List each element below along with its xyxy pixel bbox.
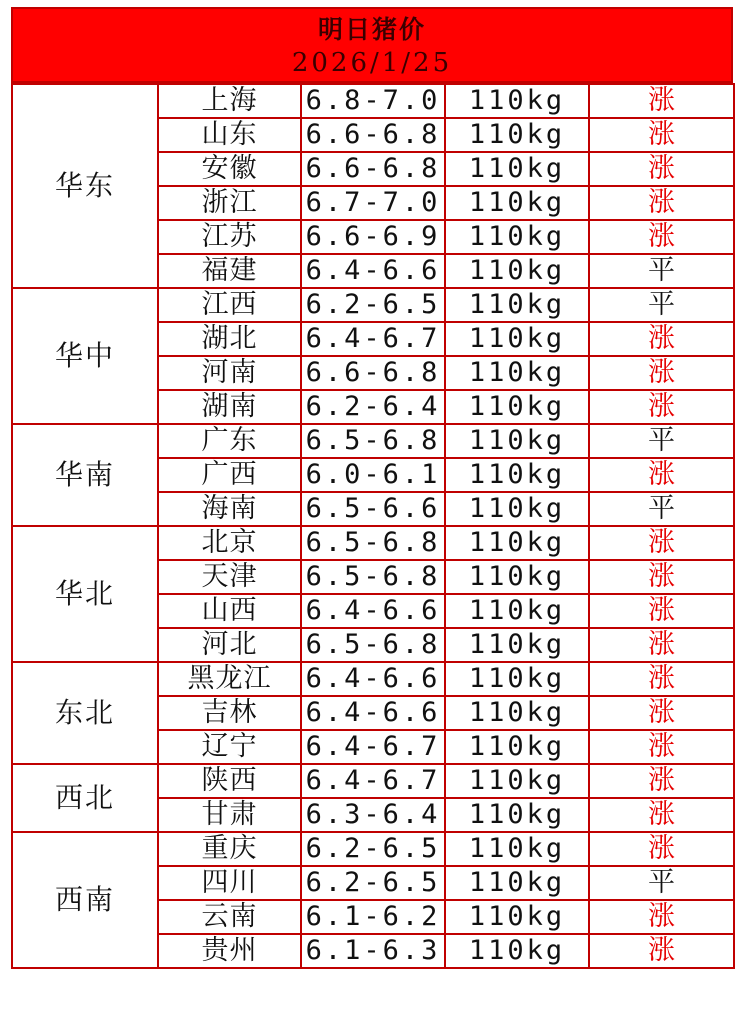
- price-cell: 6.8-7.0: [301, 84, 445, 118]
- province-cell: 江西: [158, 288, 301, 322]
- price-cell: 6.7-7.0: [301, 186, 445, 220]
- trend-cell: 涨: [589, 390, 734, 424]
- province-cell: 天津: [158, 560, 301, 594]
- price-cell: 6.6-6.8: [301, 356, 445, 390]
- table-row: [12, 424, 734, 458]
- region-cell: 西北: [12, 764, 158, 832]
- region-cell: 华中: [12, 288, 158, 424]
- weight-cell: 110kg: [445, 730, 589, 764]
- price-cell: 6.4-6.7: [301, 730, 445, 764]
- price-cell: 6.6-6.8: [301, 152, 445, 186]
- weight-cell: 110kg: [445, 492, 589, 526]
- trend-cell: 涨: [589, 934, 734, 968]
- province-cell: 云南: [158, 900, 301, 934]
- trend-cell: 涨: [589, 356, 734, 390]
- weight-cell: 110kg: [445, 390, 589, 424]
- region-cell: 华东: [12, 84, 158, 288]
- price-cell: 6.4-6.6: [301, 696, 445, 730]
- table-row: [12, 764, 734, 798]
- province-cell: 山西: [158, 594, 301, 628]
- price-cell: 6.2-6.4: [301, 390, 445, 424]
- trend-cell: 涨: [589, 322, 734, 356]
- table-row: [12, 84, 734, 118]
- province-cell: 上海: [158, 84, 301, 118]
- province-cell: 吉林: [158, 696, 301, 730]
- province-cell: 北京: [158, 526, 301, 560]
- region-cell: 西南: [12, 832, 158, 968]
- trend-cell: 涨: [589, 220, 734, 254]
- price-cell: 6.5-6.8: [301, 424, 445, 458]
- province-cell: 海南: [158, 492, 301, 526]
- price-cell: 6.1-6.3: [301, 934, 445, 968]
- weight-cell: 110kg: [445, 322, 589, 356]
- province-cell: 河南: [158, 356, 301, 390]
- trend-cell: 平: [589, 866, 734, 900]
- price-table-body: [12, 84, 734, 968]
- weight-cell: 110kg: [445, 764, 589, 798]
- price-sheet: [11, 7, 733, 969]
- province-cell: 陕西: [158, 764, 301, 798]
- price-cell: 6.4-6.7: [301, 764, 445, 798]
- trend-cell: 涨: [589, 730, 734, 764]
- weight-cell: 110kg: [445, 254, 589, 288]
- price-cell: 6.4-6.7: [301, 322, 445, 356]
- trend-cell: 涨: [589, 458, 734, 492]
- price-cell: 6.1-6.2: [301, 900, 445, 934]
- province-cell: 四川: [158, 866, 301, 900]
- weight-cell: 110kg: [445, 900, 589, 934]
- weight-cell: 110kg: [445, 220, 589, 254]
- trend-cell: 平: [589, 492, 734, 526]
- weight-cell: 110kg: [445, 186, 589, 220]
- trend-cell: 涨: [589, 900, 734, 934]
- weight-cell: 110kg: [445, 832, 589, 866]
- table-row: [12, 288, 734, 322]
- region-cell: 华南: [12, 424, 158, 526]
- weight-cell: 110kg: [445, 424, 589, 458]
- region-cell: 华北: [12, 526, 158, 662]
- trend-cell: 平: [589, 424, 734, 458]
- price-cell: 6.2-6.5: [301, 832, 445, 866]
- trend-cell: 涨: [589, 662, 734, 696]
- trend-cell: 涨: [589, 186, 734, 220]
- price-cell: 6.0-6.1: [301, 458, 445, 492]
- weight-cell: 110kg: [445, 152, 589, 186]
- trend-cell: 涨: [589, 84, 734, 118]
- weight-cell: 110kg: [445, 696, 589, 730]
- weight-cell: 110kg: [445, 934, 589, 968]
- trend-cell: 涨: [589, 832, 734, 866]
- weight-cell: 110kg: [445, 594, 589, 628]
- trend-cell: 涨: [589, 152, 734, 186]
- weight-cell: 110kg: [445, 526, 589, 560]
- trend-cell: 涨: [589, 560, 734, 594]
- province-cell: 福建: [158, 254, 301, 288]
- weight-cell: 110kg: [445, 288, 589, 322]
- price-cell: 6.4-6.6: [301, 662, 445, 696]
- price-cell: 6.2-6.5: [301, 288, 445, 322]
- price-cell: 6.6-6.9: [301, 220, 445, 254]
- region-cell: 东北: [12, 662, 158, 764]
- sheet-header: [11, 7, 733, 83]
- trend-cell: 涨: [589, 628, 734, 662]
- table-row: [12, 526, 734, 560]
- price-cell: 6.5-6.6: [301, 492, 445, 526]
- province-cell: 黑龙江: [158, 662, 301, 696]
- weight-cell: 110kg: [445, 866, 589, 900]
- province-cell: 广东: [158, 424, 301, 458]
- province-cell: 河北: [158, 628, 301, 662]
- weight-cell: 110kg: [445, 560, 589, 594]
- province-cell: 广西: [158, 458, 301, 492]
- weight-cell: 110kg: [445, 628, 589, 662]
- trend-cell: 涨: [589, 526, 734, 560]
- weight-cell: 110kg: [445, 356, 589, 390]
- table-row: [12, 662, 734, 696]
- weight-cell: 110kg: [445, 118, 589, 152]
- province-cell: 湖南: [158, 390, 301, 424]
- sheet-title: 明日猪价: [317, 15, 426, 44]
- price-cell: 6.5-6.8: [301, 560, 445, 594]
- weight-cell: 110kg: [445, 798, 589, 832]
- province-cell: 浙江: [158, 186, 301, 220]
- trend-cell: 涨: [589, 798, 734, 832]
- province-cell: 山东: [158, 118, 301, 152]
- price-cell: 6.5-6.8: [301, 628, 445, 662]
- price-cell: 6.6-6.8: [301, 118, 445, 152]
- province-cell: 辽宁: [158, 730, 301, 764]
- weight-cell: 110kg: [445, 458, 589, 492]
- province-cell: 江苏: [158, 220, 301, 254]
- price-table: [11, 83, 735, 969]
- trend-cell: 平: [589, 288, 734, 322]
- price-cell: 6.2-6.5: [301, 866, 445, 900]
- price-cell: 6.4-6.6: [301, 254, 445, 288]
- province-cell: 贵州: [158, 934, 301, 968]
- weight-cell: 110kg: [445, 84, 589, 118]
- trend-cell: 涨: [589, 696, 734, 730]
- trend-cell: 涨: [589, 118, 734, 152]
- province-cell: 安徽: [158, 152, 301, 186]
- price-cell: 6.4-6.6: [301, 594, 445, 628]
- province-cell: 甘肃: [158, 798, 301, 832]
- price-cell: 6.5-6.8: [301, 526, 445, 560]
- trend-cell: 涨: [589, 594, 734, 628]
- province-cell: 重庆: [158, 832, 301, 866]
- table-row: [12, 832, 734, 866]
- weight-cell: 110kg: [445, 662, 589, 696]
- sheet-date: 2026/1/25: [291, 48, 453, 78]
- trend-cell: 平: [589, 254, 734, 288]
- province-cell: 湖北: [158, 322, 301, 356]
- trend-cell: 涨: [589, 764, 734, 798]
- price-cell: 6.3-6.4: [301, 798, 445, 832]
